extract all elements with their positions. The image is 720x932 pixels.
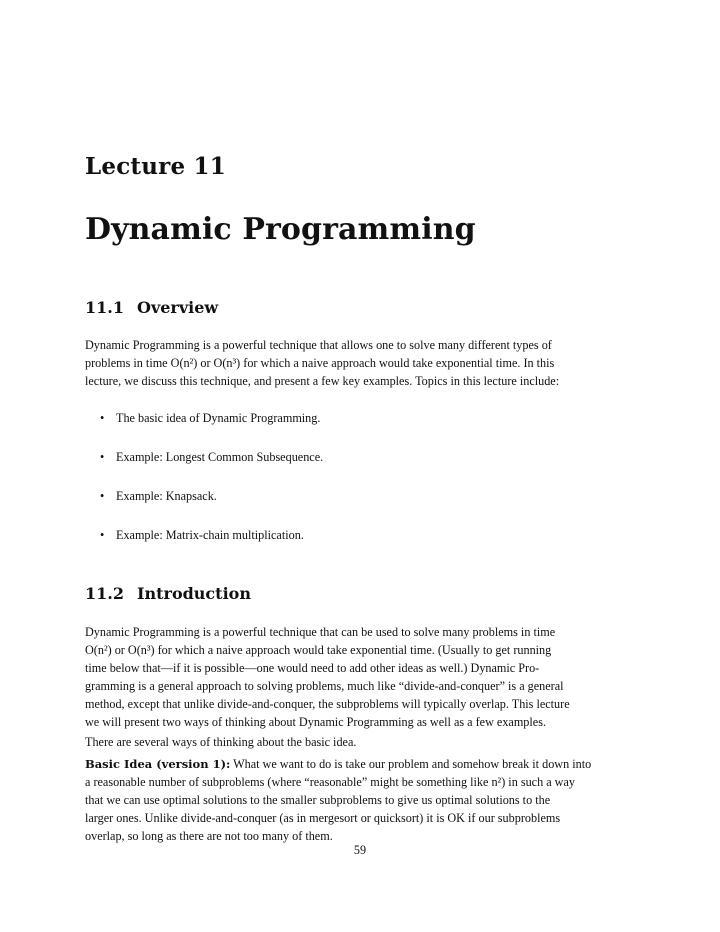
- bullet-icon: •: [100, 489, 105, 503]
- page-number: 59: [353, 843, 367, 857]
- section-number: 11.1: [85, 298, 124, 317]
- text-span: What we want to do is take our problem and somehow break it down into: [230, 757, 592, 771]
- bullet-icon: •: [100, 450, 105, 464]
- bullet-icon: •: [100, 528, 105, 542]
- text-line: lecture, we discuss this technique, and present a few key examples. Topics in this lecture include:: [85, 374, 560, 388]
- list-item-text: The basic idea of Dynamic Programming.: [116, 411, 321, 425]
- list-item: [100, 409, 320, 427]
- list-item-text: Example: Matrix-chain multiplication.: [116, 528, 304, 542]
- text-line: problems in time O(n²) or O(n³) for which a naive approach would take exponential time. In this: [85, 356, 555, 370]
- section-number: 11.2: [85, 584, 124, 603]
- text-line: a reasonable number of subproblems (where “reasonable” might be something like n²) in such a way: [85, 775, 575, 789]
- text-line: [85, 755, 635, 773]
- text-line: that we can use optimal solutions to the smaller subproblems to give us optimal solutions to the: [85, 793, 551, 807]
- list-item-text: Example: Longest Common Subsequence.: [116, 450, 324, 464]
- lecture-title: Dynamic Programming: [85, 212, 476, 247]
- introduction-paragraph-2: There are several ways of thinking about the basic idea.: [85, 735, 357, 749]
- section-heading-introduction: [85, 584, 251, 603]
- bullet-icon: •: [100, 411, 105, 425]
- text-line: Dynamic Programming is a powerful technique that can be used to solve many problems in time: [85, 625, 556, 639]
- text-line: overlap, so long as there are not too many of them.: [85, 829, 333, 843]
- introduction-paragraph: [85, 623, 635, 731]
- list-item: [100, 487, 217, 505]
- list-item: [100, 448, 323, 466]
- list-item: [100, 526, 304, 544]
- text-line: Dynamic Programming is a powerful technique that allows one to solve many different types of: [85, 338, 552, 352]
- overview-paragraph: [85, 336, 635, 390]
- text-line: we will present two ways of thinking about Dynamic Programming as well as a few examples.: [85, 715, 546, 729]
- section-title: Introduction: [137, 584, 251, 603]
- text-line: larger ones. Unlike divide-and-conquer (as in mergesort or quicksort) it is OK if our subproblems: [85, 811, 561, 825]
- text-line: method, except that unlike divide-and-conquer, the subproblems will typically overlap. This lecture: [85, 697, 570, 711]
- basic-idea-paragraph: [85, 755, 635, 845]
- text-line: gramming is a general approach to solving problems, much like “divide-and-conquer” is a general: [85, 679, 564, 693]
- text-line: time below that—if it is possible—one would need to add other ideas as well.) Dynamic Pro-: [85, 661, 540, 675]
- list-item-text: Example: Knapsack.: [116, 489, 217, 503]
- section-heading-overview: [85, 298, 218, 317]
- lecture-label: Lecture 11: [85, 153, 226, 180]
- text-line: O(n²) or O(n³) for which a naive approach would take exponential time. (Usually to get running: [85, 643, 552, 657]
- section-title: Overview: [137, 298, 219, 317]
- basic-idea-label: Basic Idea (version 1):: [85, 757, 231, 771]
